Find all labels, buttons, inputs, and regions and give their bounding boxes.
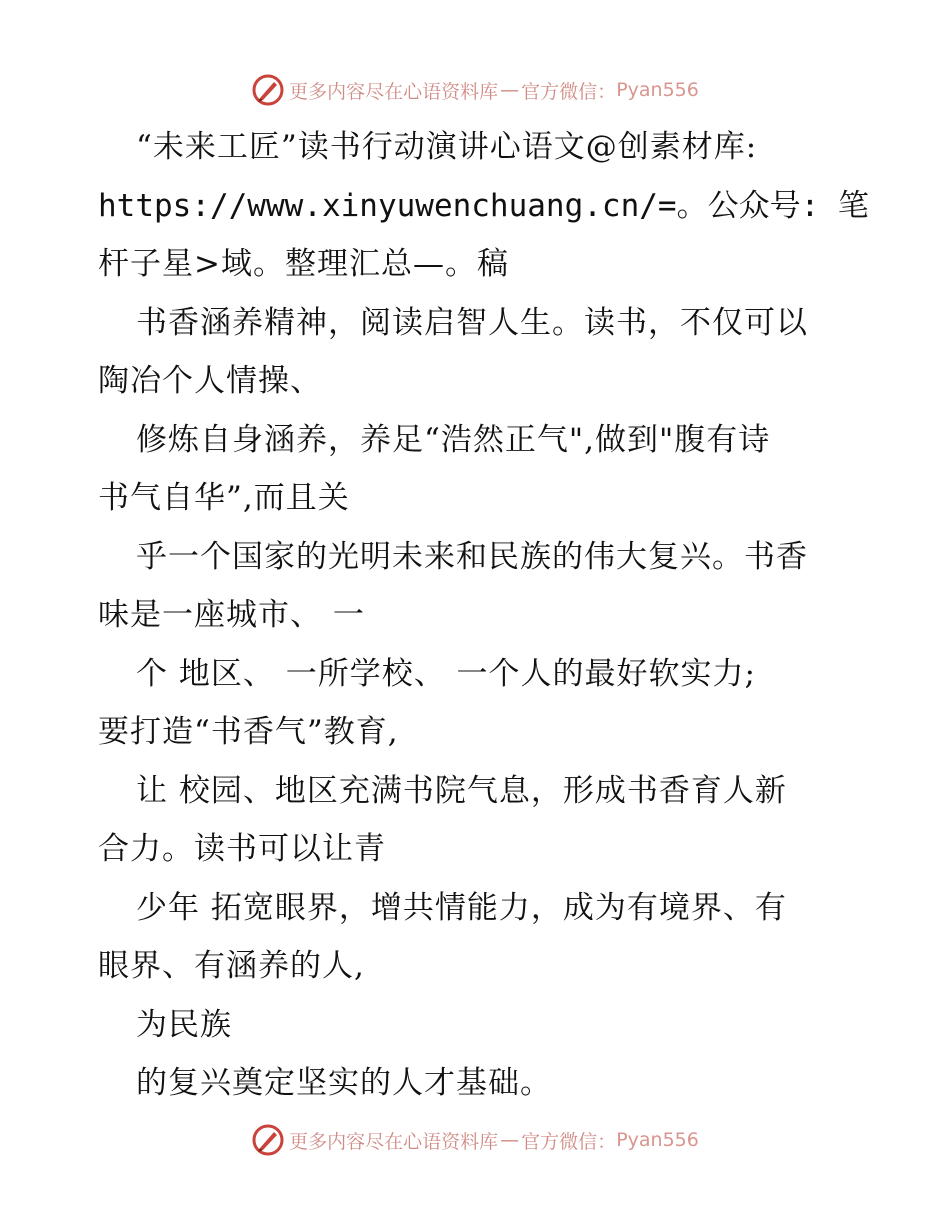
text-line: 眼界、有涵养的人, [98,948,365,984]
watermark-main-text: 更多内容尽在心语资料库 [289,80,499,103]
watermark-wechat-id: Pyan556 [616,79,699,101]
watermark-separator: — [500,79,520,101]
footer-watermark [0,1120,950,1160]
text-line: 乎一个国家的光明未来和民族的伟大复兴。书香 [136,538,808,575]
text-line: 味是一座城市、 一 [98,597,365,633]
text-line: “未来工匠”读书行动演讲心语文@创素材库: [136,129,758,165]
watermark-wechat-id: Pyan556 [616,1129,699,1151]
text-line: 合力。读书可以让青 [98,831,386,867]
text-line: 修炼自身涵养，养足“浩然正气",做到"腹有诗 [136,421,771,458]
quill-pen-circle-icon [251,73,285,107]
watermark-wechat-label: 官方微信： [521,80,617,103]
text-line: 杆子星>域。整理汇总—。稿 [98,246,509,282]
text-line: 让 校园、地区充满书院气息，形成书香育人新 [136,772,787,809]
quill-pen-circle-icon [251,1123,285,1157]
watermark-main-text: 更多内容尽在心语资料库 [289,1130,499,1153]
header-watermark [0,70,950,110]
text-line: 要打造“书香气”教育, [98,714,399,750]
text-line: 书气自华”,而且关 [98,480,350,516]
watermark-separator: — [500,1129,520,1151]
watermark-wechat-label: 官方微信： [521,1130,617,1153]
text-line: 少年 拓宽眼界，增共情能力，成为有境界、有 [136,889,787,926]
document-body [98,118,868,1113]
text-line: 个 地区、 一所学校、 一个人的最好软实力; [136,655,757,692]
text-line: 为民族 [136,1006,232,1043]
text-line: 的复兴奠定坚实的人才基础。 [136,1065,552,1101]
text-line-url: https://www.xinyuwenchuang.cn/=。公众号: 笔 [98,187,869,224]
text-line: 书香涵养精神，阅读启智人生。读书，不仅可以 [136,304,808,341]
text-line: 陶冶个人情操、 [98,363,322,399]
